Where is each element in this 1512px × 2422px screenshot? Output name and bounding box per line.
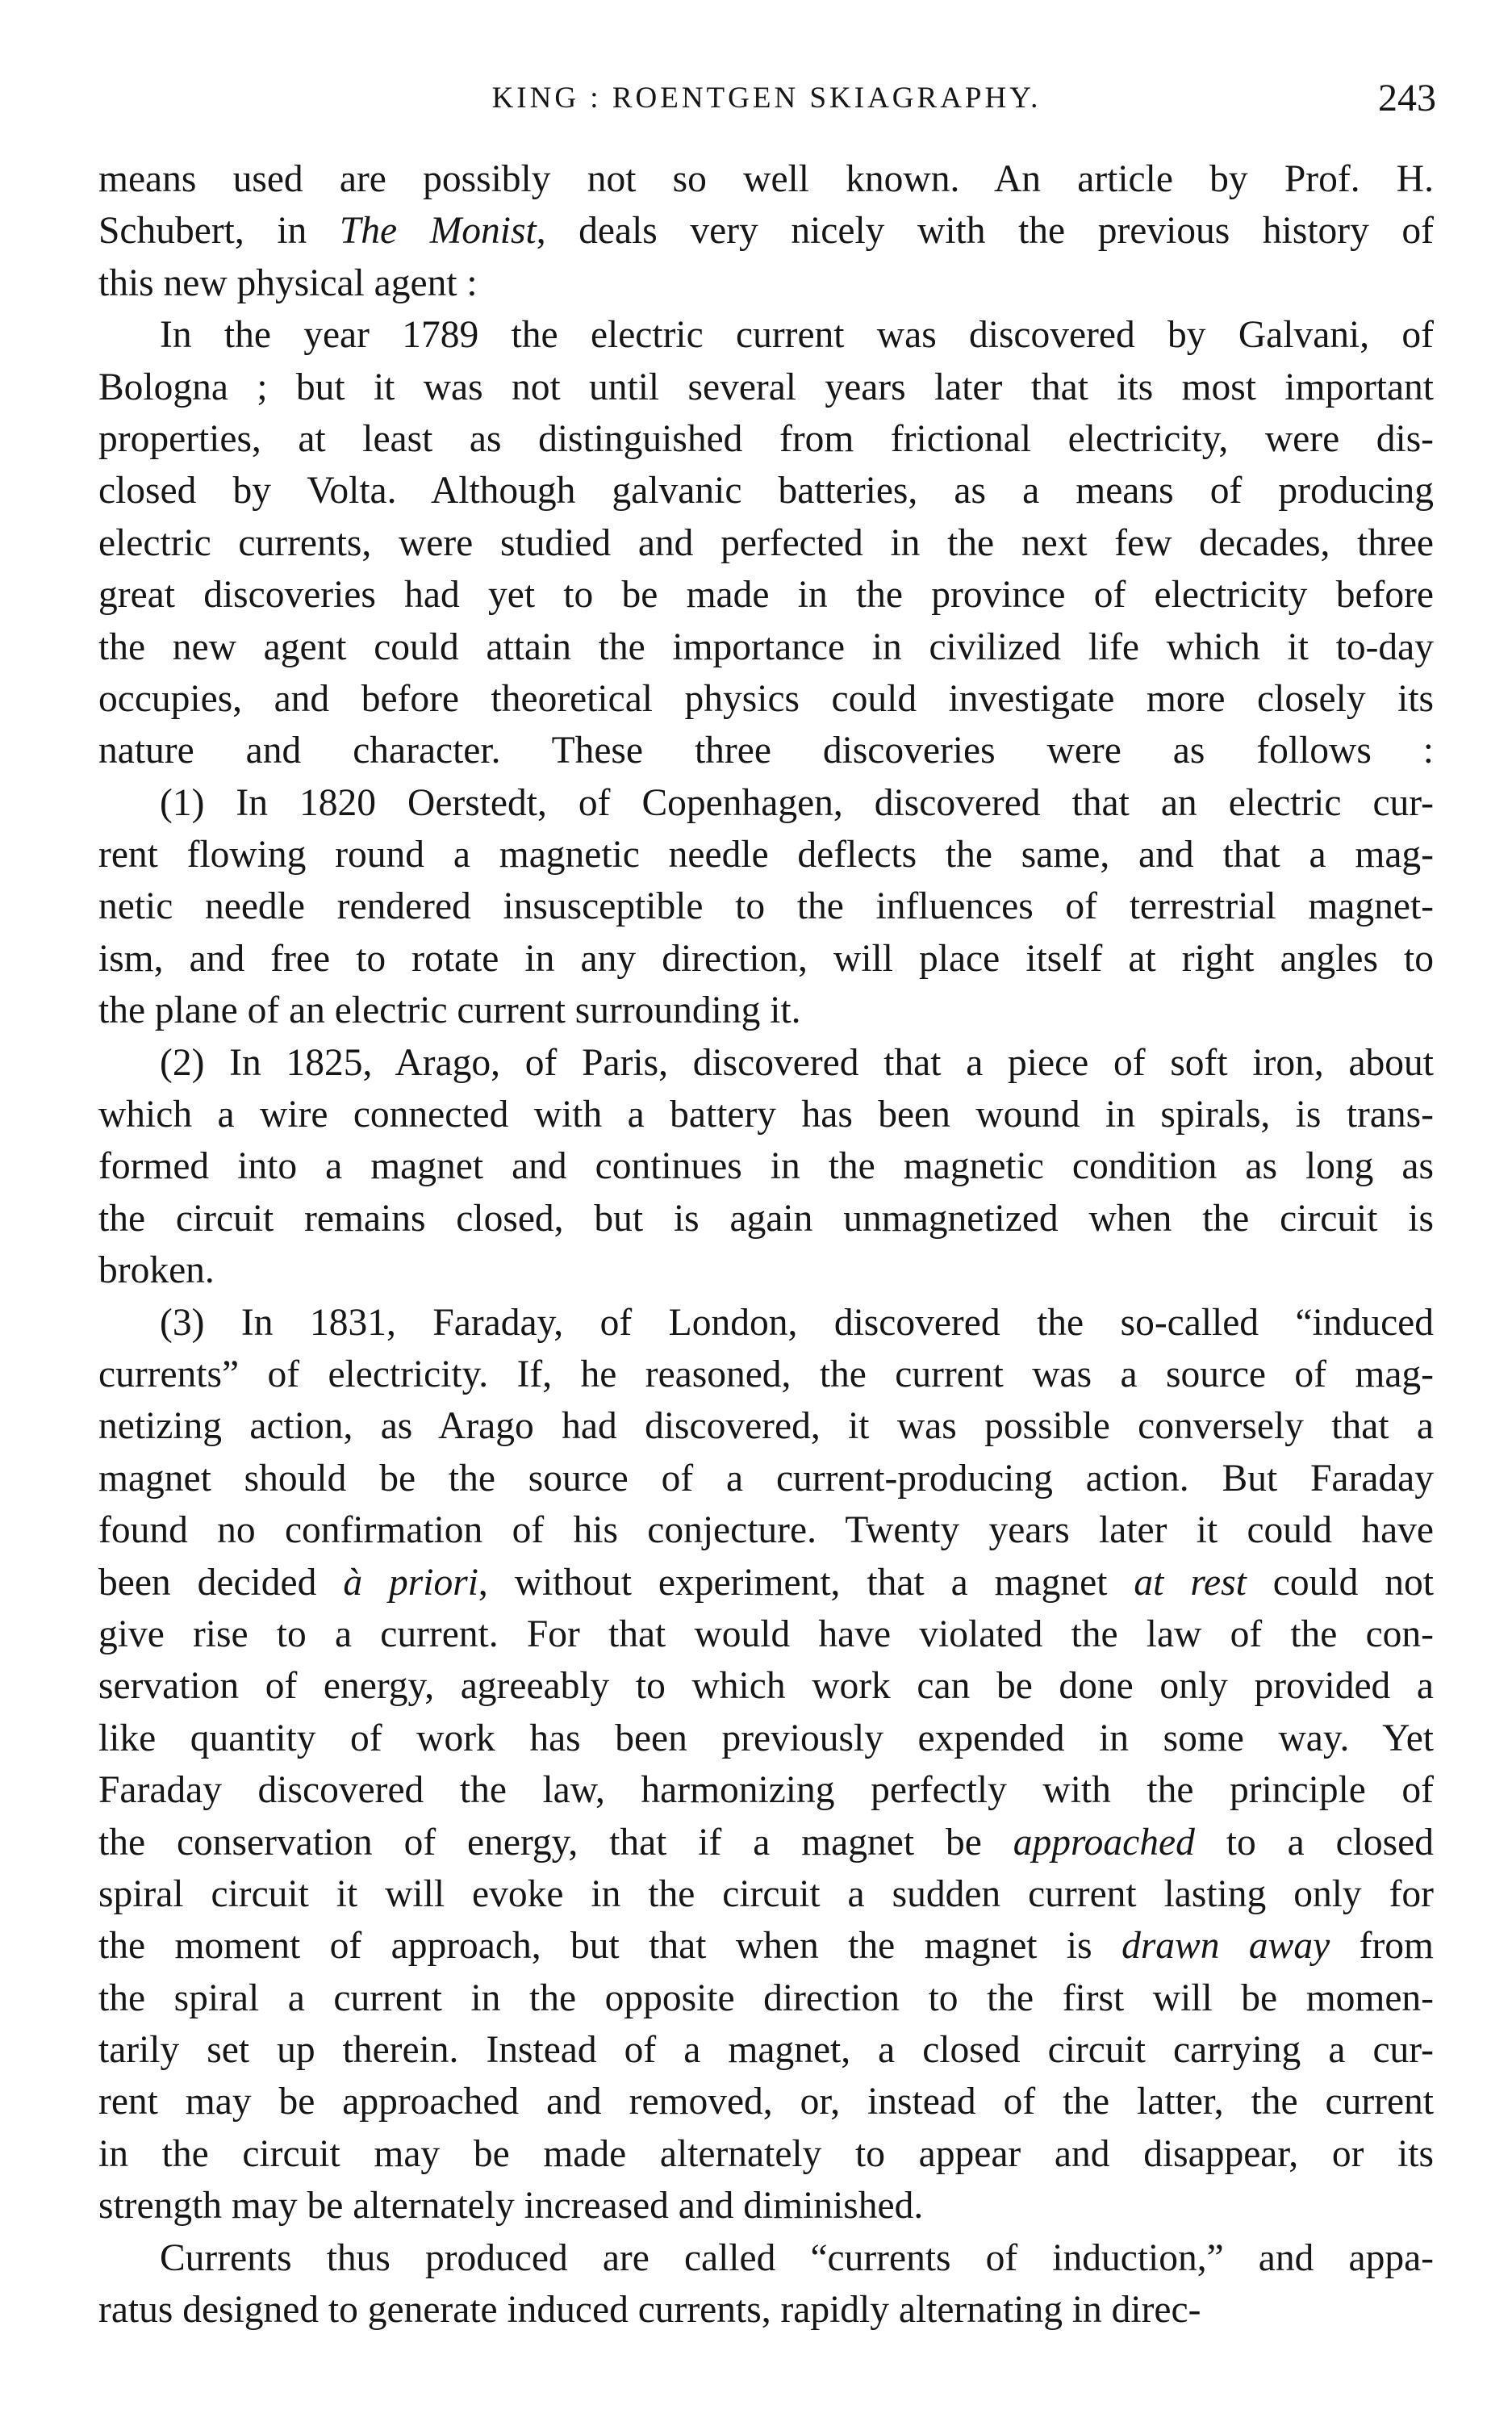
text-line: the circuit remains closed, but is again unmagnetized when the circuit is <box>98 1197 1434 1240</box>
text-line: which a wire connected with a battery has been wound in spirals, is trans- <box>98 1094 1434 1136</box>
text-line: rent may be approached and removed, or, instead of the latter, the current <box>98 2081 1434 2123</box>
text-line: formed into a magnet and continues in the magnetic condition as long as <box>98 1145 1434 1188</box>
text-line: like quantity of work has been previously expended in some way. Yet <box>98 1717 1434 1759</box>
text-line: Currents thus produced are called “currents of induction,” and appa- <box>160 2236 1434 2279</box>
text-line: Faraday discovered the law, harmonizing perfectly with the principle of <box>98 1769 1434 1812</box>
text-line: in the circuit may be made alternately to appear and disappear, or its <box>98 2132 1434 2175</box>
text-segment: been decided <box>98 1561 344 1604</box>
page-number: 243 <box>1378 77 1436 119</box>
text-line: electric currents, were studied and perfected in the next few decades, three <box>98 521 1434 564</box>
text-line: the plane of an electric current surrounding it. <box>98 989 801 1032</box>
text-line: magnet should be the source of a current-producing action. But Faraday <box>98 1457 1434 1500</box>
italic-segment: à priori <box>343 1561 478 1604</box>
text-line: strength may be alternately increased and diminished. <box>98 2185 924 2227</box>
text-line: occupies, and before theoretical physics could investigate more closely its <box>98 677 1434 720</box>
text-line: properties, at least as distinguished from frictional electricity, were dis- <box>98 417 1434 460</box>
text-line: give rise to a current. For that would have violated the law of the con- <box>98 1613 1434 1655</box>
text-line: ism, and free to rotate in any direction, will place itself at right angles to <box>98 937 1434 980</box>
text-segment: from <box>1330 1925 1434 1968</box>
text-line: rent flowing round a magnetic needle deflects the same, and that a mag- <box>98 834 1434 876</box>
text-segment: , deals very nicely with the previous history of <box>536 210 1434 253</box>
italic-segment: The Monist <box>339 210 537 253</box>
text-line: great discoveries had yet to be made in the province of electricity before <box>98 574 1434 617</box>
running-title: KING : ROENTGEN SKIAGRAPHY. <box>491 82 1042 115</box>
text-line: means used are possibly not so well known. An article by Prof. H. <box>98 158 1434 200</box>
text-line: broken. <box>98 1249 215 1292</box>
text-segment: Schubert, in <box>98 210 340 253</box>
text-line: servation of energy, agreeably to which work can be done only provided a <box>98 1665 1434 1708</box>
text-line: (3) In 1831, Faraday, of London, discovered the so-called “induced <box>160 1301 1434 1344</box>
text-line: (2) In 1825, Arago, of Paris, discovered that a piece of soft iron, about <box>160 1041 1434 1084</box>
text-line: this new physical agent : <box>98 261 478 304</box>
text-line: closed by Volta. Although galvanic batteries, as a means of producing <box>98 470 1434 512</box>
text-line: netizing action, as Arago had discovered, it was possible conversely that a <box>98 1405 1434 1448</box>
body-text <box>98 153 1434 2336</box>
text-line: ratus designed to generate induced currents, rapidly alternating in direc- <box>98 2289 1201 2332</box>
text-line <box>98 205 1434 257</box>
text-segment: the conservation of energy, that if a magnet be <box>98 1821 1013 1864</box>
text-segment: could not <box>1246 1561 1434 1604</box>
italic-segment: at rest <box>1134 1561 1247 1604</box>
italic-segment: approached <box>1013 1821 1195 1864</box>
text-line: netic needle rendered insusceptible to the influences of terrestrial magnet- <box>98 885 1434 928</box>
text-segment: the moment of approach, but that when the magnet is <box>98 1925 1122 1968</box>
text-line: the new agent could attain the importance in civilized life which it to-day <box>98 625 1434 668</box>
text-line <box>98 1920 1434 1972</box>
text-line: found no confirmation of his conjecture. Twenty years later it could have <box>98 1509 1434 1552</box>
text-line: nature and character. These three discoveries were as follows : <box>98 730 1434 772</box>
text-line: In the year 1789 the electric current was discovered by Galvani, of <box>160 314 1434 357</box>
text-line: (1) In 1820 Oerstedt, of Copenhagen, discovered that an electric cur- <box>160 781 1434 824</box>
text-line: spiral circuit it will evoke in the circuit a sudden current lasting only for <box>98 1872 1434 1915</box>
running-head <box>97 74 1436 123</box>
text-line <box>98 1817 1434 1868</box>
text-line <box>98 1557 1434 1608</box>
text-line: tarily set up therein. Instead of a magnet, a closed circuit carrying a cur- <box>98 2029 1434 2072</box>
italic-segment: drawn away <box>1121 1925 1330 1968</box>
text-line: currents” of electricity. If, he reasoned, the current was a source of mag- <box>98 1353 1434 1395</box>
text-line: Bologna ; but it was not until several years later that its most important <box>98 366 1434 408</box>
text-segment: , without experiment, that a magnet <box>478 1561 1134 1604</box>
text-line: the spiral a current in the opposite direction to the first will be momen- <box>98 1977 1434 2019</box>
text-segment: to a closed <box>1194 1821 1434 1864</box>
